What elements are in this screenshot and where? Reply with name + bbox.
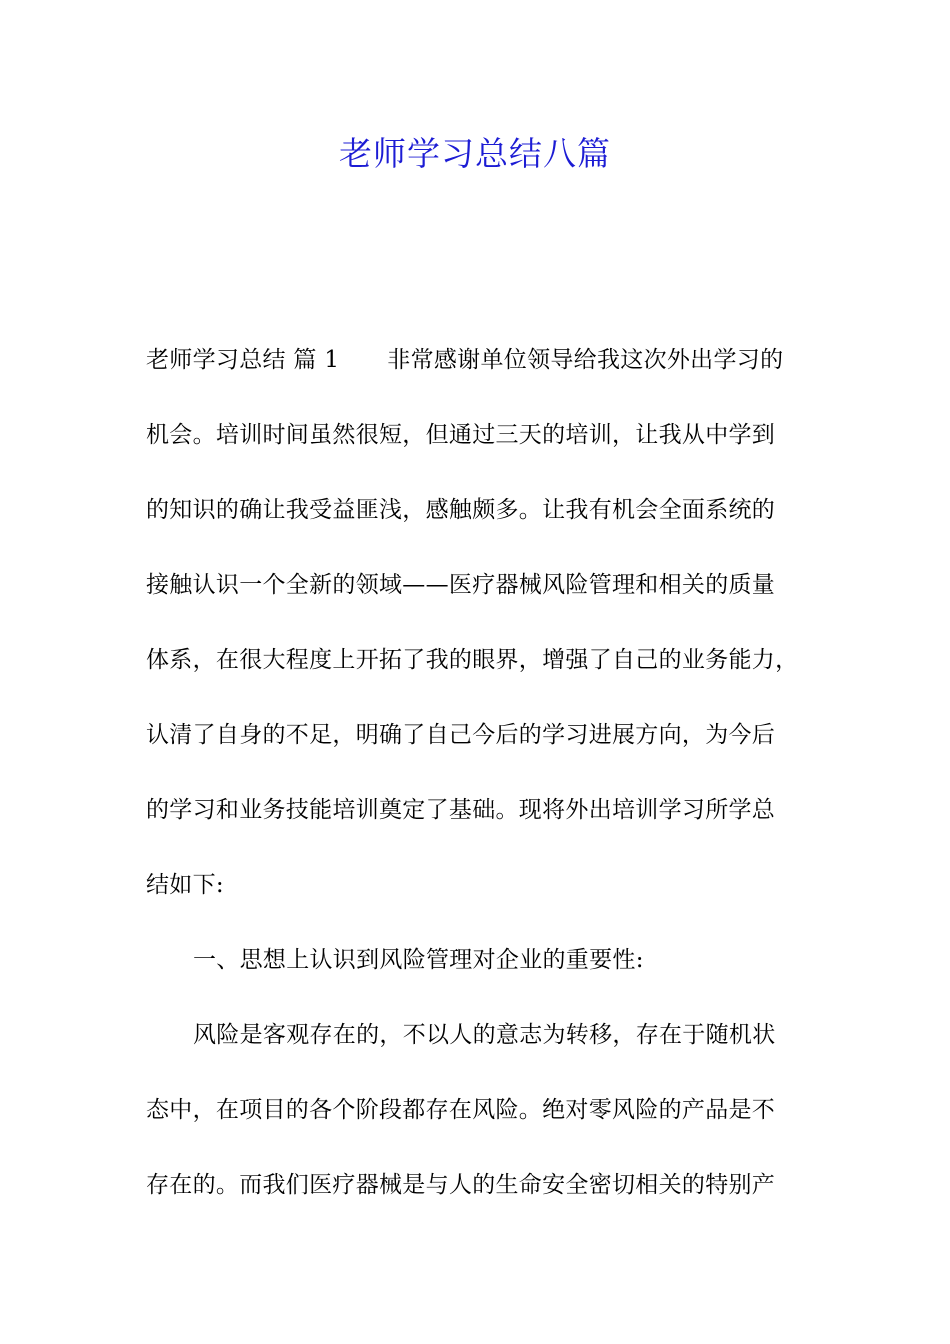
paragraph-line: 接触认识一个全新的领域——医疗器械风险管理和相关的质量 [146, 572, 776, 598]
document-body [146, 338, 814, 1238]
paragraph-line: 认清了自身的不足，明确了自己今后的学习进展方向，为今后 [146, 722, 776, 748]
document-title: 老师学习总结八篇 [339, 134, 611, 173]
paragraph-line: 存在的。而我们医疗器械是与人的生命安全密切相关的特别产 [146, 1172, 776, 1198]
paragraph-line: 的学习和业务技能培训奠定了基础。现将外出培训学习所学总 [146, 797, 776, 823]
paragraph-line: 结如下: [146, 872, 224, 898]
paragraph-line: 的知识的确让我受益匪浅，感触颇多。让我有机会全面系统的 [146, 497, 776, 523]
subsection-heading: 一、思想上认识到风险管理对企业的重要性: [193, 947, 644, 973]
paragraph-line [146, 338, 814, 413]
paragraph-line: 风险是客观存在的，不以人的意志为转移，存在于随机状 [193, 1022, 776, 1048]
paragraph-line: 态中，在项目的各个阶段都存在风险。绝对零风险的产品是不 [146, 1097, 776, 1123]
section-heading: 老师学习总结 篇 1 [146, 347, 340, 373]
paragraph-line: 体系，在很大程度上开拓了我的眼界，增强了自己的业务能力， [146, 647, 799, 673]
paragraph-line: 机会。培训时间虽然很短，但通过三天的培训，让我从中学到 [146, 422, 776, 448]
line-text: 非常感谢单位领导给我这次外出学习的 [387, 347, 784, 373]
